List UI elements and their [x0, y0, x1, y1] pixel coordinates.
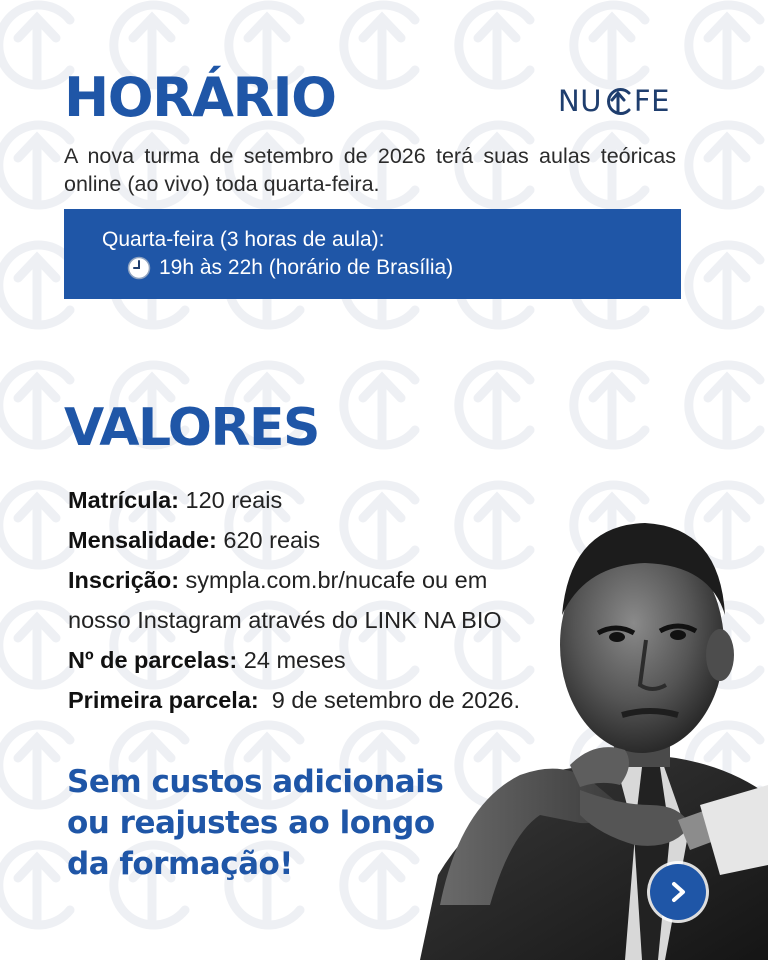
- schedule-box: [64, 209, 681, 299]
- logo-text-left: NU: [558, 84, 602, 118]
- schedule-time: 19h às 22h (horário de Brasília): [159, 256, 454, 279]
- valores-label: Primeira parcela:: [68, 687, 259, 713]
- tagline-line-1: Sem custos adicionais: [67, 764, 444, 800]
- nucafe-logo: [558, 84, 670, 118]
- schedule-time-row: [102, 254, 681, 282]
- valores-item-inscricao: [68, 560, 608, 600]
- valores-value: nosso Instagram através do LINK NA BIO: [68, 607, 502, 633]
- valores-value: 620 reais: [216, 527, 321, 553]
- valores-value: 24 meses: [237, 647, 346, 673]
- valores-value: 120 reais: [179, 487, 283, 513]
- valores-item-mensalidade: [68, 520, 608, 560]
- horario-heading: HORÁRIO: [64, 66, 336, 129]
- clock-icon: [127, 256, 151, 280]
- tagline-line-3: da formação!: [67, 846, 293, 882]
- chevron-right-icon: [667, 881, 689, 903]
- valores-label: Mensalidade:: [68, 527, 217, 553]
- tagline-line-2: ou reajustes ao longo: [67, 805, 435, 841]
- schedule-day: Quarta-feira (3 horas de aula):: [102, 228, 385, 251]
- valores-value: sympla.com.br/nucafe ou em: [179, 567, 488, 593]
- tagline: [67, 762, 487, 885]
- valores-item-parcelas: [68, 640, 608, 680]
- valores-item-inscricao-cont: [68, 600, 608, 640]
- valores-label: Inscrição:: [68, 567, 180, 593]
- valores-list: [68, 480, 608, 720]
- valores-value: 9 de setembro de 2026.: [258, 687, 521, 713]
- valores-label: Nº de parcelas:: [68, 647, 238, 673]
- arrow-c-icon: [603, 86, 633, 116]
- horario-intro-text: A nova turma de setembro de 2026 terá suas aulas teóricas online (ao vivo) toda quarta-feira.: [64, 144, 676, 196]
- valores-item-primeira-parcela: [68, 680, 608, 720]
- valores-label: Matrícula:: [68, 487, 179, 513]
- valores-heading: VALORES: [64, 398, 319, 458]
- logo-text-right: FE: [633, 84, 670, 118]
- valores-item-matricula: [68, 480, 608, 520]
- next-slide-button[interactable]: [650, 864, 706, 920]
